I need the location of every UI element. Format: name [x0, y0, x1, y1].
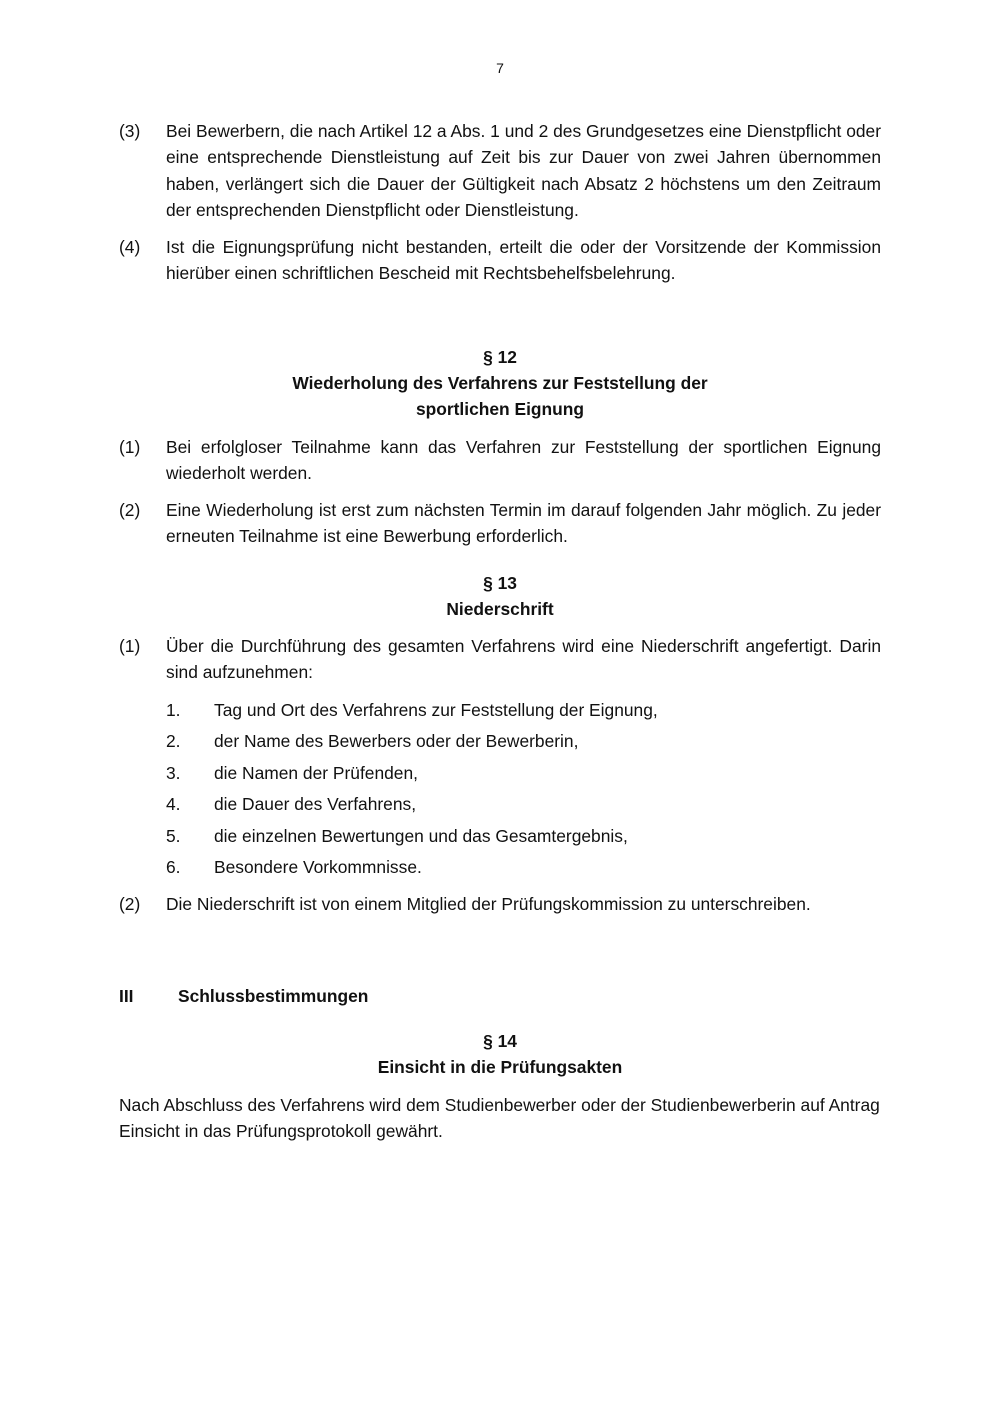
list-item-text: die Dauer des Verfahrens, — [214, 794, 417, 814]
list-item-text: Tag und Ort des Verfahrens zur Feststellung der Eignung, — [214, 700, 658, 720]
list-item-number: 5. — [166, 826, 181, 846]
part-roman-numeral: III — [119, 986, 134, 1006]
page-number: 7 — [496, 60, 504, 76]
section-12-title-line1: Wiederholung des Verfahrens zur Feststellung der — [292, 373, 708, 393]
list-item-number: 1. — [166, 700, 181, 720]
list-item-text: der Name des Bewerbers oder der Bewerberin, — [214, 731, 579, 751]
paragraph-text: Bei erfolgloser Teilnahme kann das Verfahren zur Feststellung der sportlichen Eignung wiederholt werden. — [166, 437, 881, 484]
section-14-title: Einsicht in die Prüfungsakten — [377, 1057, 623, 1077]
section-12-title-line2: sportlichen Eignung — [415, 399, 585, 419]
list-item-number: 6. — [166, 857, 181, 877]
list-item-number: 3. — [166, 763, 181, 783]
paragraph-number: (4) — [119, 237, 141, 257]
paragraph-text: Die Niederschrift ist von einem Mitglied der Prüfungskommission zu unterschreiben. — [166, 894, 811, 914]
paragraph-text: Über die Durchführung des gesamten Verfahrens wird eine Niederschrift angefertigt. Darin sind aufzunehmen: — [166, 636, 881, 683]
paragraph-number: (2) — [119, 894, 141, 914]
section-14-number: § 14 — [483, 1031, 517, 1051]
paragraph-text: Eine Wiederholung ist erst zum nächsten Termin im darauf folgenden Jahr möglich. Zu jeder erneuten Teilnahme ist eine Bewerbung erforderlich. — [166, 500, 881, 547]
section-13-number: § 13 — [483, 573, 517, 593]
paragraph-text: Ist die Eignungsprüfung nicht bestanden, erteilt die oder der Vorsitzende der Kommission hierüber einen schriftlichen Bescheid mit Rechtsbehelfsbelehrung. — [166, 237, 881, 284]
list-item-number: 4. — [166, 794, 181, 814]
list-item-text: die Namen der Prüfenden, — [214, 763, 418, 783]
part-title: Schlussbestimmungen — [178, 986, 369, 1006]
list-item-text: Besondere Vorkommnisse. — [214, 857, 422, 877]
list-item-text: die einzelnen Bewertungen und das Gesamtergebnis, — [214, 826, 628, 846]
paragraph-text: Bei Bewerbern, die nach Artikel 12 a Abs. 1 und 2 des Grundgesetzes eine Dienstpflicht oder eine entsprechende Dienstleistung auf Zeit bis zur Dauer von zwei Jahren übernommen haben, verlängert sich die Dauer der Gültigkeit nach Absatz 2 höchstens um den Zeitraum der entsprechenden Dienstpflicht oder Dienstleistung. — [166, 121, 881, 220]
paragraph-number: (3) — [119, 121, 141, 141]
list-item-number: 2. — [166, 731, 181, 751]
section-13-title: Niederschrift — [446, 599, 554, 619]
section-14-text: Nach Abschluss des Verfahrens wird dem Studienbewerber oder der Studienbewerberin auf Antrag Einsicht in das Prüfungsprotokoll gewährt. — [119, 1095, 880, 1142]
paragraph-number: (2) — [119, 500, 141, 520]
paragraph-number: (1) — [119, 636, 141, 656]
paragraph-number: (1) — [119, 437, 141, 457]
section-12-number: § 12 — [483, 347, 517, 367]
